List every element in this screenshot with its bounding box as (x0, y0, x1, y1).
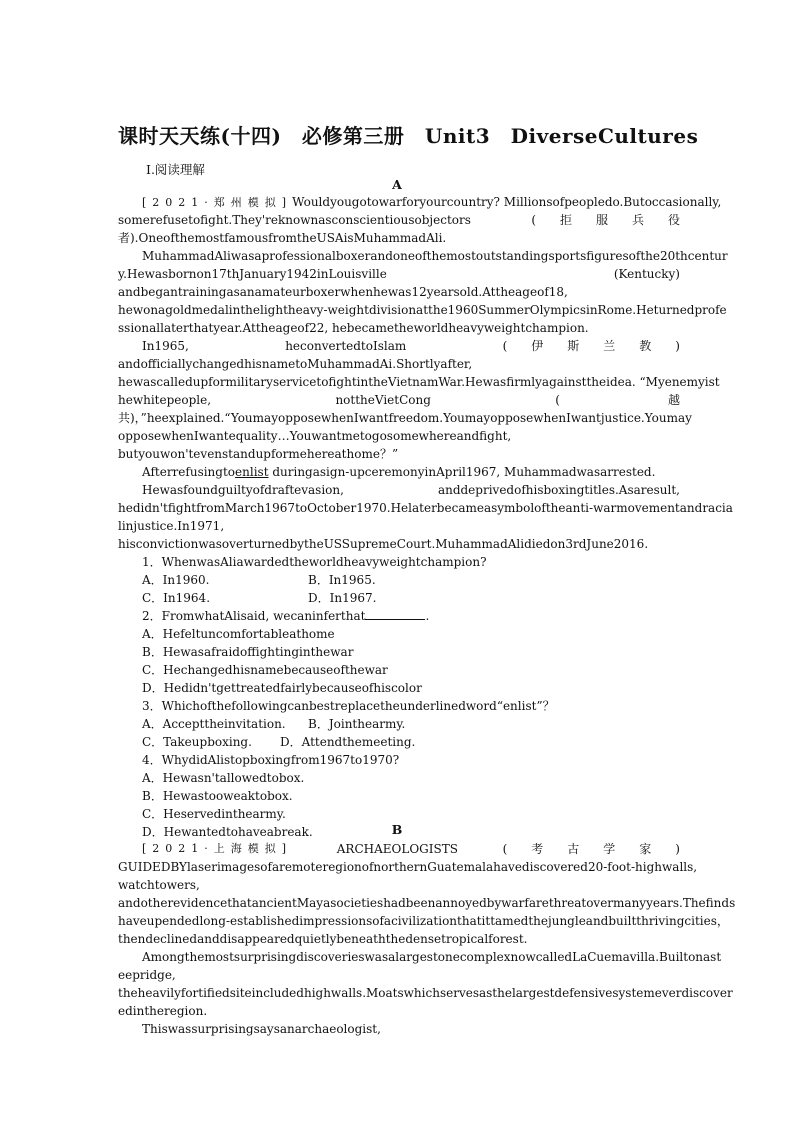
passage-b-line: AmongthemostsurprisingdiscoverieswasalargestonecomplexnowcalledLaCuemavilla.Builtonast (142, 950, 722, 964)
answer-option[interactable]: B．Hewasafraidoffightinginthewar (142, 645, 354, 659)
passage-a-line: opposewhenIwantequality…Youwantmetogosomewhereandfight, (118, 429, 512, 443)
passage-b-line: Thiswassurprisingsaysanarchaeologist, (142, 1022, 381, 1036)
section-heading: Ⅰ.阅读理解 (146, 162, 205, 177)
passage-a-line: Afterrefusingtoenlist duringasign-upceremonyinApril1967, Muhammadwasarrested. (142, 465, 656, 479)
answer-option[interactable]: B．In1965. (308, 573, 376, 587)
page-title: 课时天天练(十四) 必修第三册 Unit3 DiverseCultures (118, 124, 699, 148)
passage-a-line: Hewasfoundguiltyofdraftevasion, anddeprivedofhisboxingtitles.Asaresult, (142, 483, 680, 497)
passage-b-line: haveupendedlong-establishedimpressionsofacivilizationthatittamedthejungleandbuiltthrivingcities ， (118, 914, 729, 928)
passage-b-line: edintheregion. (118, 1004, 208, 1018)
underlined-word: enlist (235, 465, 269, 479)
answer-option[interactable]: D．Hedidn'tgettreatedfairlybecauseofhiscolor (142, 681, 422, 695)
question-stem: 2．FromwhatAlisaid, wecaninferthat . (142, 609, 430, 623)
answer-option[interactable]: A．Hefeltuncomfortableathome (142, 627, 335, 641)
passage-b-line: watchtowers, (118, 878, 200, 892)
passage-b-line: GUIDEDBYlaserimagesofaremoteregionofnorthernGuatemalahavediscovered20-foot-highwalls, (118, 860, 698, 874)
passage-a-line: andbegantrainingasanamateurboxerwhenhewas12yearsold.Attheageof18, (118, 285, 568, 299)
passage-a-line: hewascalledupformilitaryservicetofightintheVietnamWar.Hewasfirmlyagainsttheidea. “Myenemyist (118, 375, 720, 389)
question-stem: 4．WhydidAlistopboxingfrom1967to1970? (142, 753, 400, 767)
answer-blank (365, 607, 425, 620)
passage-a-line: andofficiallychangedhisnametoMuhammadAi.Shortlyafter, (118, 357, 473, 371)
passage-b-line: eepridge, (118, 968, 176, 982)
passage-a-line: ssionallaterthatyear.Attheageof22, hebecametheworldheavyweightchampion. (118, 321, 589, 335)
passage-b-label: B (391, 822, 403, 837)
answer-option[interactable]: D．Attendthemeeting. (280, 735, 416, 749)
passage-a-line: [2021·郑州模拟]Wouldyougotowarforyourcountry? Millionsofpeopledo.Butoccasionally, (142, 195, 722, 209)
question-stem: 3．Whichofthefollowingcanbestreplacetheunderlinedword“enlist”？ (142, 699, 555, 713)
answer-option[interactable]: C．In1964. (142, 591, 211, 605)
passage-a-line: somerefusetofight.They'reknownasconscientiousobjectors ( 拒 服 兵 役 (118, 213, 680, 227)
answer-option[interactable]: C．Heservedinthearmy. (142, 807, 286, 821)
answer-option[interactable]: C．Hechangedhisnamebecauseofthewar (142, 663, 388, 677)
passage-a-line: 共)，”heexplained.“YoumayopposewhenIwantfreedom.YoumayopposewhenIwantjustice.Youmay (118, 411, 692, 425)
passage-a-line: hewhitepeople, nottheVietCong ( 越 (118, 393, 680, 407)
answer-option[interactable]: D．Hewantedtohaveabreak. (142, 825, 313, 839)
answer-option[interactable]: A．In1960. (142, 573, 210, 587)
passage-a-line: hedidn'tfightfromMarch1967toOctober1970.Helaterbecameasymboloftheanti-warmovementandracia (118, 501, 733, 515)
passage-a-line: 者).OneofthemostfamousfromtheUSAisMuhammadAli. (118, 231, 447, 245)
question-stem: 1．WhenwasAliawardedtheworldheavyweightchampion? (142, 555, 487, 569)
answer-option[interactable]: B．Hewastooweaktobox. (142, 789, 293, 803)
passage-b-line: theheavilyfortifiedsiteincludedhighwalls.Moatswhichservesasthelargestdefensivesystemeverdiscover (118, 986, 733, 1000)
source-tag: [2021·郑州模拟] (142, 196, 293, 209)
passage-a-line: MuhammadAliwasaprofessionalboxerandoneofthemostoutstandingsportsfiguresofthe20thcentur (142, 249, 728, 263)
answer-option[interactable]: D．In1967. (308, 591, 377, 605)
passage-a-line: y.Hewasbornon17thJanuary1942inLouisville (Kentucky) (118, 267, 680, 281)
answer-option[interactable]: A．Hewasn'tallowedtobox. (142, 771, 305, 785)
passage-b-line: thendeclinedanddisappearedquietlybeneaththedensetropicalforest. (118, 932, 528, 946)
passage-a-line: hisconvictionwasoverturnedbytheUSSupremeCourt.MuhammadAlidiedon3rdJune2016. (118, 537, 649, 551)
passage-b-line: [2021·上海模拟] ARCHAEOLOGISTS ( 考 古 学 家 ) (142, 842, 680, 856)
passage-a-label: A (392, 177, 402, 192)
source-tag: [2021·上海模拟] (142, 842, 293, 855)
passage-a-line: hewonagoldmedalinthelightheavy-weightdivisionatthe1960SummerOlympicsinRome.Heturnedprofe (118, 303, 727, 317)
answer-option[interactable]: A．Accepttheinvitation. (142, 717, 286, 731)
answer-option[interactable]: B．Jointhearmy. (308, 717, 406, 731)
passage-a-line: In1965, heconvertedtoIslam ( 伊 斯 兰 教 ) (142, 339, 680, 353)
answer-option[interactable]: C．Takeupboxing. (142, 735, 252, 749)
passage-a-line: linjustice.In1971, (118, 519, 225, 533)
passage-b-line: andotherevidencethatancientMayasocietieshadbeenannoyedbywarfarethreatovermanyyears.Thefinds (118, 896, 736, 910)
passage-a-line: butyouwon'tevenstandupformehereathome？” (118, 447, 399, 461)
